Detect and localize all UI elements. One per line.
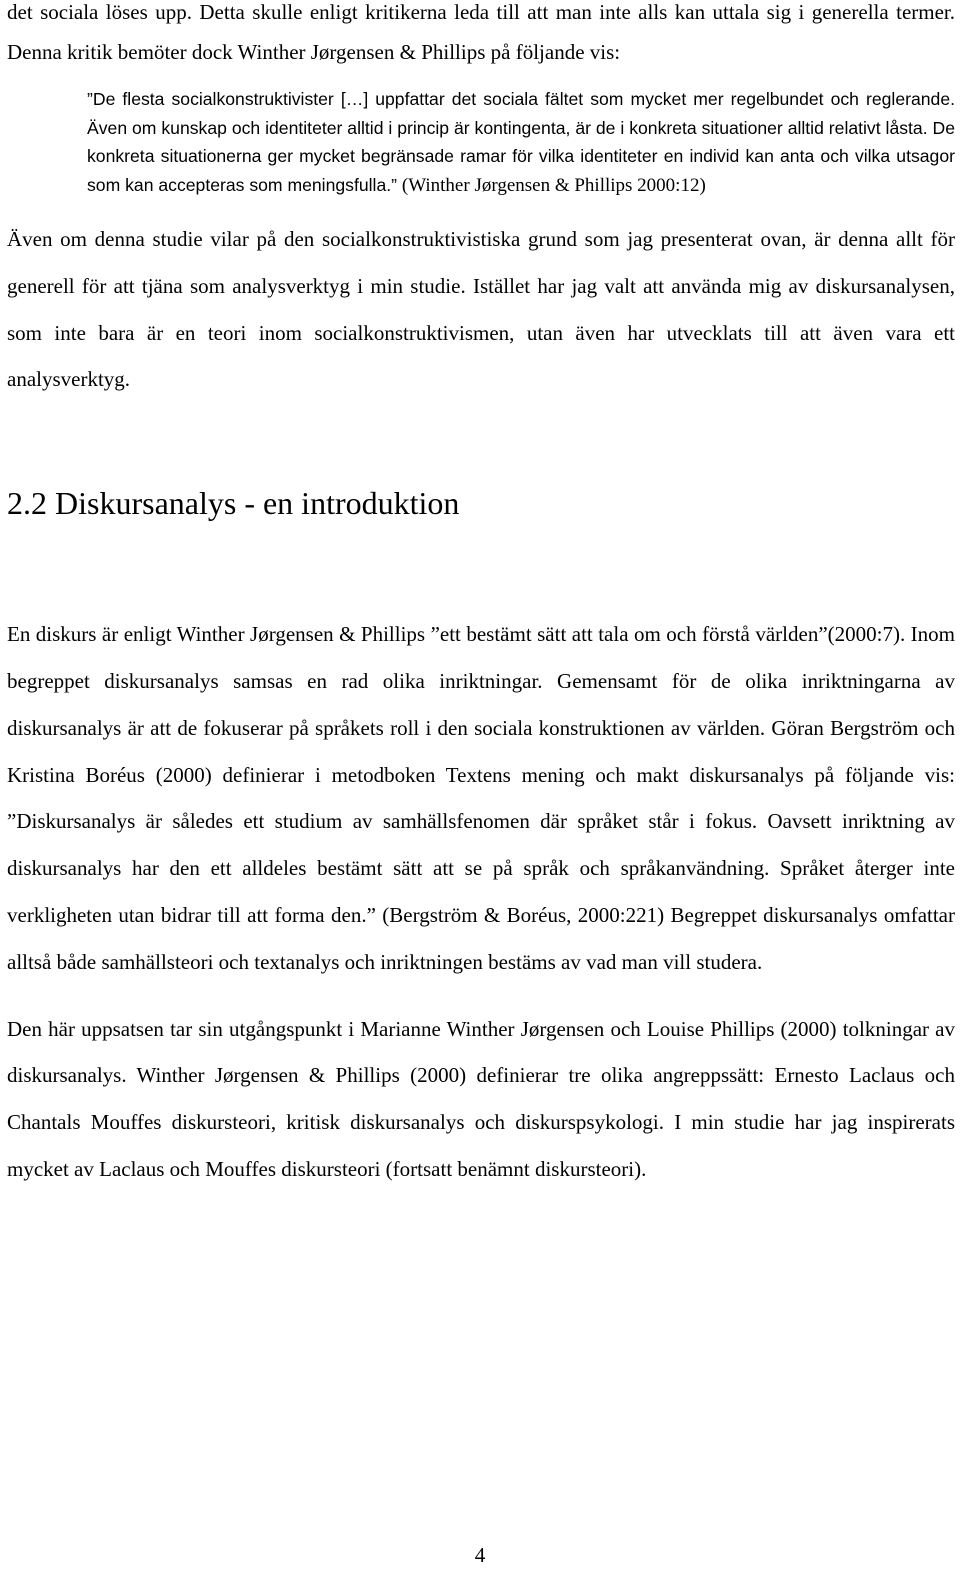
block-quote	[87, 85, 955, 200]
intro-paragraph: det sociala löses upp. Detta skulle enligt kritikerna leda till att man inte alls kan uttala sig i generella termer. Denna kritik bemöter dock Winther Jørgensen & Phillips på följande vis:	[7, 0, 955, 64]
block-quote-citation: (Winther Jørgensen & Phillips 2000:12)	[401, 174, 706, 196]
document-page	[7, 0, 955, 1193]
body-paragraph-3: En diskurs är enligt Winther Jørgensen & Phillips ”ett bestämt sätt att tala om och förstå världen”(2000:7). Inom begreppet diskursanalys samsas en rad olika inriktningar. Gemensamt för de olika inriktningarna av diskursanalys är att de fokuserar på språkets roll i den sociala konstruktionen av världen. Göran Bergström och Kristina Boréus (2000) definierar i metodboken Textens mening och makt diskursanalys på följande vis: ”Diskursanalys är således ett studium av samhällsfenomen där språket står i fokus. Oavsett inriktning av diskursanalys har den ett alldeles bestämt sätt att se på språk och språkanvändning. Språket återger inte verkligheten utan bidrar till att forma den.” (Bergström & Boréus, 2000:221) Begreppet diskursanalys omfattar alltså både samhällsteori och textanalys och inriktningen bestäms av vad man vill studera.	[7, 622, 955, 974]
body-paragraph-4: Den här uppsatsen tar sin utgångspunkt i Marianne Winther Jørgensen och Louise Phillips (2000) tolkningar av diskursanalys. Winther Jørgensen & Phillips (2000) definierar tre olika angreppssätt: Ernesto Laclaus och Chantals Mouffes diskursteori, kritisk diskursanalys och diskurspsykologi. I min studie har jag inspirerats mycket av Laclaus och Mouffes diskursteori (fortsatt benämnt diskursteori).	[7, 1016, 955, 1181]
section-heading: 2.2 Diskursanalys - en introduktion	[7, 485, 460, 522]
block-quote-text: ”De flesta socialkonstruktivister […] uppfattar det sociala fältet som mycket mer regelbundet och reglerande. Även om kunskap och identiteter alltid i princip är kontingenta, är de i konkreta situationer alltid relativt låsta. De konkreta situationerna ger mycket begränsade ramar för vilka identiteter en individ kan anta och vilka utsagor som kan accepteras som meningsfulla.”	[87, 89, 955, 195]
body-paragraph-2: Även om denna studie vilar på den socialkonstruktivistiska grund som jag presenterat ovan, är denna allt för generell för att tjäna som analysverktyg i min studie. Istället har jag valt att använda mig av diskursanalysen, som inte bara är en teori inom socialkonstruktivismen, utan även har utvecklats till att även vara ett analysverktyg.	[7, 227, 955, 392]
page-number: 4	[474, 1543, 486, 1567]
